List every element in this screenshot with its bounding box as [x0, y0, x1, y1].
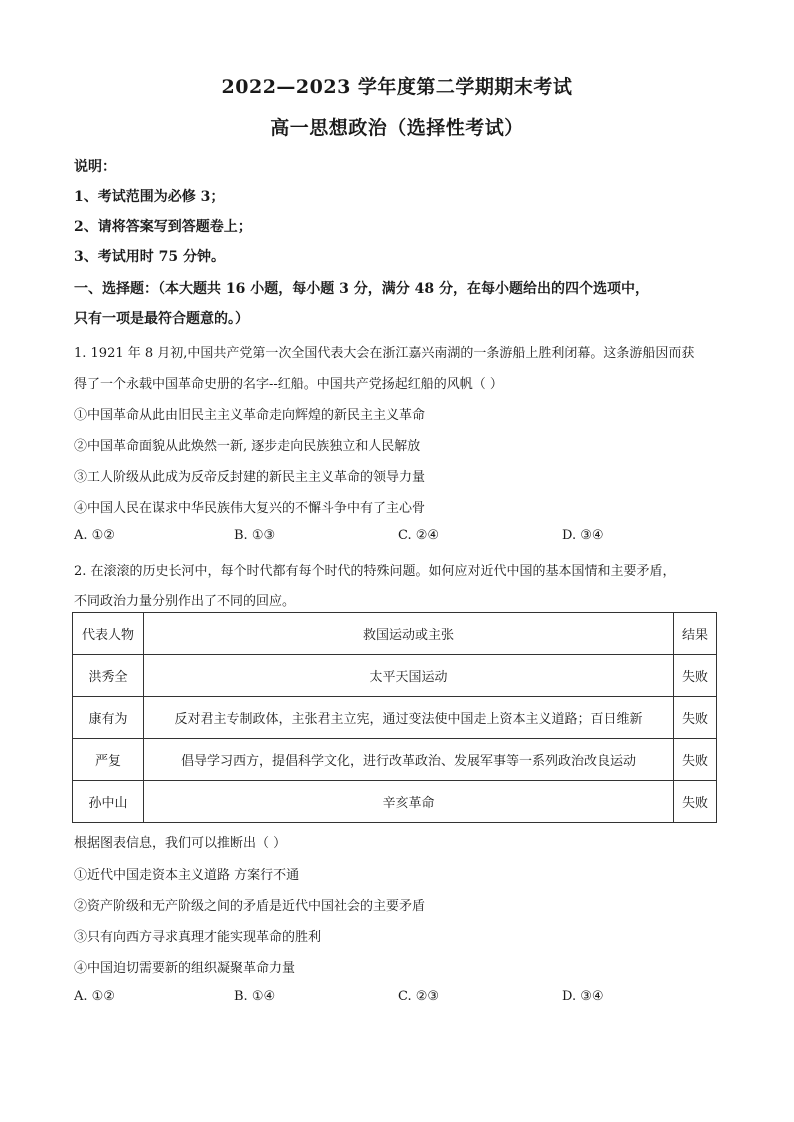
- table-header-row: [73, 613, 717, 655]
- q2-statement: ①近代中国走资本主义道路 方案行不通: [74, 868, 300, 883]
- q1-statement: ①中国革命从此由旧民主主义革命走向辉煌的新民主主义革命: [74, 408, 426, 423]
- table-row: [73, 739, 717, 781]
- q2-stem: 2. 在滚滚的历史长河中，每个时代都有每个时代的特殊问题。如何应对近代中国的基本国情和主要矛盾，: [74, 564, 676, 579]
- table-row: [73, 655, 717, 697]
- q1-option-d[interactable]: D. ③④: [562, 528, 604, 543]
- table-cell-movement: 辛亥革命: [144, 781, 674, 823]
- q2-stem-cont: 不同政治力量分别作出了不同的回应。: [74, 594, 296, 609]
- table-cell-result: 失败: [674, 655, 717, 697]
- exam-title: 2022—2023 学年度第二学期期末考试: [221, 76, 573, 98]
- table-cell-person: 孙中山: [73, 781, 144, 823]
- table-cell-result: 失败: [674, 781, 717, 823]
- notes-heading: 说明：: [74, 159, 116, 175]
- q1-statement: ③工人阶级从此成为反帝反封建的新民主主义革命的领导力量: [74, 470, 426, 485]
- q2-statement: ②资产阶级和无产阶级之间的矛盾是近代中国社会的主要矛盾: [74, 899, 426, 914]
- q2-option-d[interactable]: D. ③④: [562, 989, 604, 1004]
- q2-option-c[interactable]: C. ②③: [398, 989, 440, 1004]
- note-item: 1、考试范围为必修 3；: [74, 189, 225, 205]
- table-header: 代表人物: [73, 613, 144, 655]
- q2-statement: ③只有向西方寻求真理才能实现革命的胜利: [74, 930, 322, 945]
- table-header: 结果: [674, 613, 717, 655]
- table-row: [73, 697, 717, 739]
- q1-option-c[interactable]: C. ②④: [398, 528, 440, 543]
- q2-prompt: 根据图表信息，我们可以推断出（ ）: [74, 836, 287, 851]
- section-heading: 一、选择题：（本大题共 16 小题，每小题 3 分，满分 48 分，在每小题给出的四个选项中，: [74, 281, 649, 297]
- note-item: 3、考试用时 75 分钟。: [74, 249, 225, 265]
- table-header: 救国运动或主张: [144, 613, 674, 655]
- q1-statement: ②中国革命面貌从此焕然一新, 逐步走向民族独立和人民解放: [74, 439, 421, 454]
- q2-option-b[interactable]: B. ①④: [234, 989, 276, 1004]
- q1-option-b[interactable]: B. ①③: [234, 528, 276, 543]
- q1-statement: ④中国人民在谋求中华民族伟大复兴的不懈斗争中有了主心骨: [74, 501, 426, 516]
- table-cell-movement: 倡导学习西方，提倡科学文化，进行改革政治、发展军事等一系列政治改良运动: [144, 739, 674, 781]
- table-cell-person: 洪秀全: [73, 655, 144, 697]
- history-table: [72, 612, 717, 823]
- table-cell-person: 康有为: [73, 697, 144, 739]
- q2-option-a[interactable]: A. ①②: [74, 989, 115, 1004]
- q1-stem: 1. 1921 年 8 月初,中国共产党第一次全国代表大会在浙江嘉兴南湖的一条游船上胜利闭幕。这条游船因而获: [74, 346, 695, 361]
- section-heading-cont: 只有一项是最符合题意的。）: [74, 311, 249, 327]
- table-cell-result: 失败: [674, 697, 717, 739]
- table-row: [73, 781, 717, 823]
- table-cell-movement: 太平天国运动: [144, 655, 674, 697]
- table-cell-person: 严复: [73, 739, 144, 781]
- table-cell-movement: 反对君主专制政体，主张君主立宪，通过变法使中国走上资本主义道路；百日维新: [144, 697, 674, 739]
- q1-option-a[interactable]: A. ①②: [74, 528, 115, 543]
- exam-subtitle: 高一思想政治（选择性考试）: [270, 117, 524, 139]
- note-item: 2、请将答案写到答题卷上；: [74, 219, 252, 235]
- q2-statement: ④中国迫切需要新的组织凝聚革命力量: [74, 961, 296, 976]
- q1-stem-cont: 得了一个永载中国革命史册的名字--红船。中国共产党扬起红船的风帆（ ）: [74, 377, 503, 392]
- table-cell-result: 失败: [674, 739, 717, 781]
